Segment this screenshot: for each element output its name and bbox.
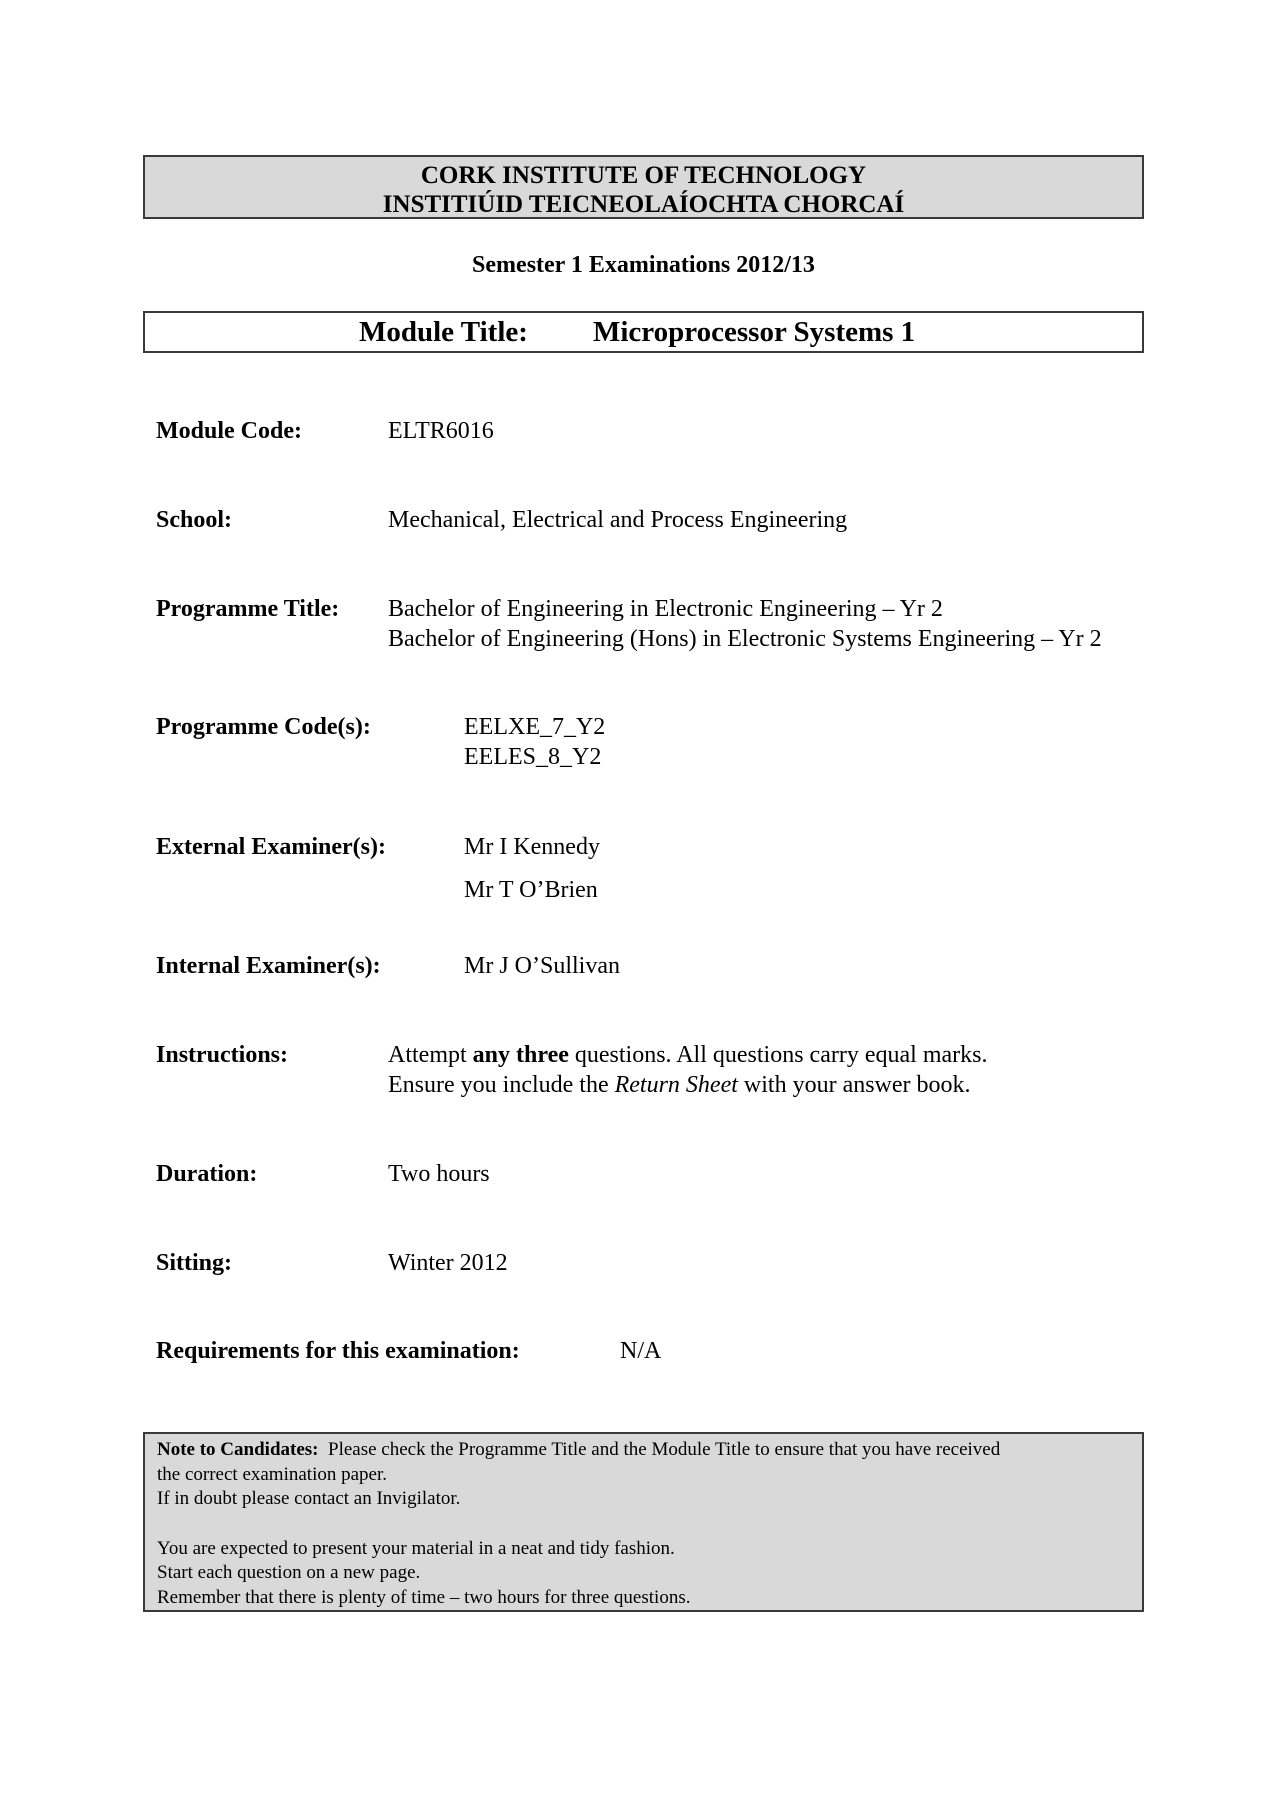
school-label: School: — [156, 507, 233, 533]
note-text: Please check the Programme Title and the Module Title to ensure that you have received — [318, 1439, 1001, 1460]
external-examiner: Mr T O’Brien — [464, 877, 598, 903]
requirements-label: Requirements for this examination: — [156, 1338, 520, 1364]
note-line: Start each question on a new page. — [157, 1562, 421, 1583]
module-title-value: Microprocessor Systems 1 — [593, 316, 916, 348]
duration-label: Duration: — [156, 1161, 258, 1187]
instructions-line-2 — [388, 1070, 987, 1100]
note-line — [157, 1438, 1130, 1463]
institute-header-box — [143, 155, 1144, 219]
external-examiner: Mr I Kennedy — [464, 834, 600, 860]
programme-codes-values — [464, 712, 605, 772]
module-title-box — [143, 311, 1144, 353]
instructions-emphasis: any three — [472, 1042, 569, 1068]
note-spacer — [157, 1512, 1130, 1537]
external-examiners-values — [464, 832, 600, 905]
institute-name-english: CORK INSTITUTE OF TECHNOLOGY — [420, 162, 867, 189]
instructions-label: Instructions: — [156, 1042, 289, 1068]
note-to-candidates-box — [143, 1432, 1144, 1612]
module-code-value: ELTR6016 — [388, 418, 494, 444]
instructions-text-segment: Attempt — [388, 1042, 473, 1068]
module-code-label: Module Code: — [156, 418, 302, 444]
instructions-text-segment: Ensure you include the — [388, 1072, 615, 1098]
programme-code: EELES_8_Y2 — [464, 744, 602, 770]
return-sheet-reference: Return Sheet — [614, 1072, 738, 1098]
sitting-label: Sitting: — [156, 1250, 233, 1276]
internal-examiner-value: Mr J O’Sullivan — [464, 953, 620, 979]
programme-codes-label: Programme Code(s): — [156, 714, 371, 740]
note-line: Remember that there is plenty of time – two hours for three questions. — [157, 1586, 691, 1608]
note-line: the correct examination paper. — [157, 1463, 388, 1485]
note-label: Note to Candidates: — [157, 1439, 319, 1460]
programme-code: EELXE_7_Y2 — [464, 714, 606, 740]
instructions-text-segment: questions. All questions carry equal marks. — [568, 1042, 988, 1068]
programme-title-line: Bachelor of Engineering (Hons) in Electronic Systems Engineering – Yr 2 — [388, 626, 1102, 652]
duration-value: Two hours — [388, 1161, 490, 1187]
programme-title-label: Programme Title: — [156, 596, 340, 622]
exam-session: Semester 1 Examinations 2012/13 — [472, 252, 815, 278]
internal-examiners-label: Internal Examiner(s): — [156, 953, 381, 979]
school-value: Mechanical, Electrical and Process Engineering — [388, 507, 848, 533]
requirements-value: N/A — [620, 1338, 662, 1364]
module-title-label: Module Title: — [359, 316, 528, 348]
instructions-line-1 — [388, 1040, 987, 1070]
sitting-value: Winter 2012 — [388, 1250, 508, 1276]
programme-title-line: Bachelor of Engineering in Electronic Engineering – Yr 2 — [388, 596, 943, 622]
institute-name-irish: INSTITIÚID TEICNEOLAÍOCHTA CHORCAÍ — [382, 191, 905, 218]
note-line: If in doubt please contact an Invigilator. — [157, 1488, 461, 1509]
programme-title-values — [388, 594, 1102, 654]
instructions-text-segment: with your answer book. — [737, 1072, 971, 1098]
note-line: You are expected to present your material in a neat and tidy fashion. — [157, 1537, 675, 1559]
external-examiners-label: External Examiner(s): — [156, 834, 386, 860]
instructions-text — [388, 1040, 987, 1100]
